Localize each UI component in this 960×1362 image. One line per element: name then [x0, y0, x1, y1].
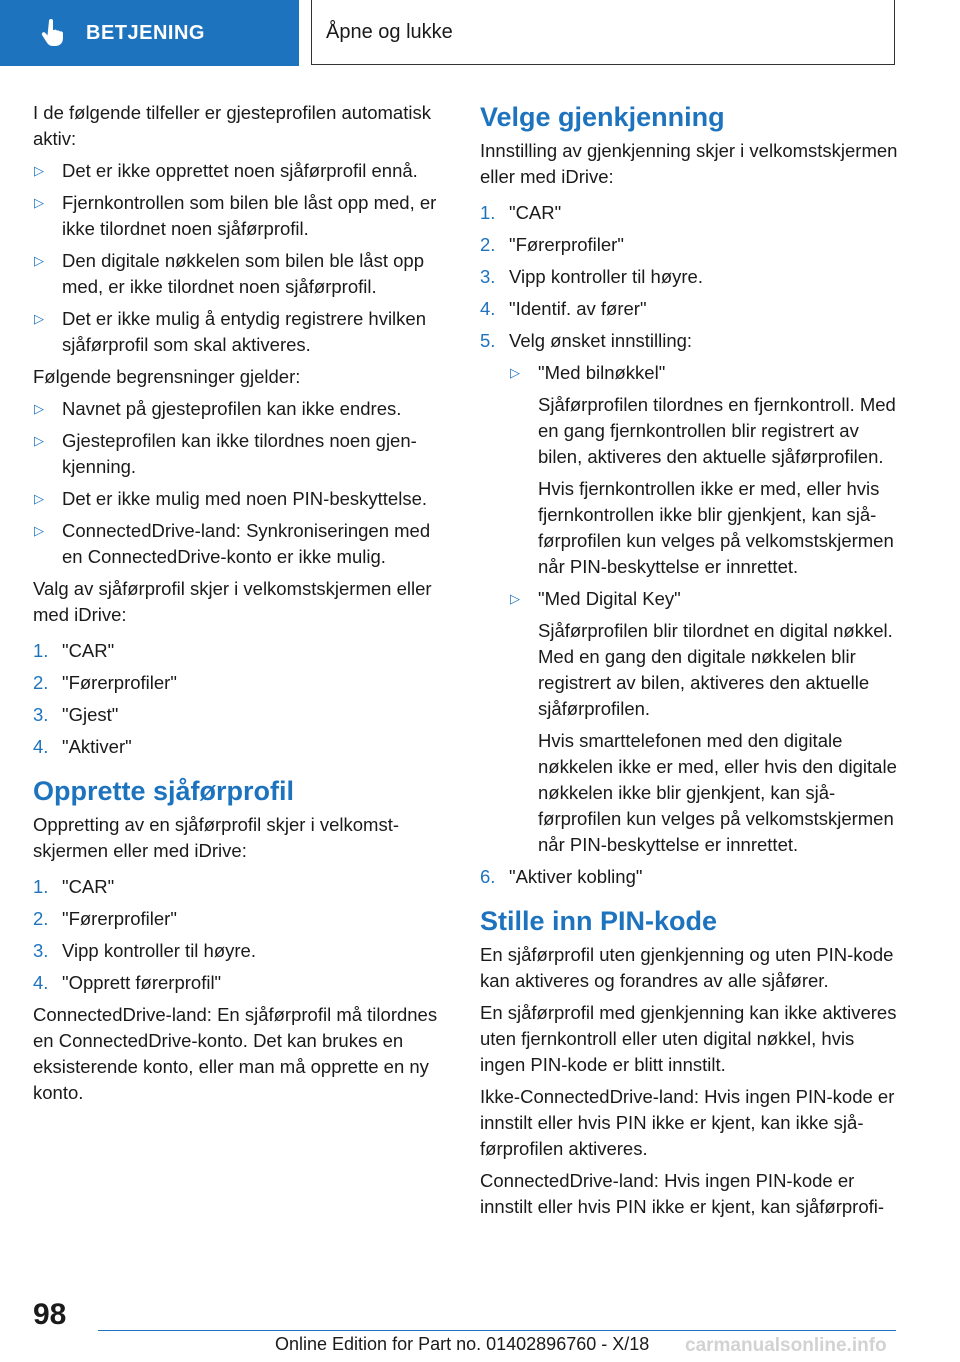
- list-item: ▷ Det er ikke mulig med noen PIN-beskyttelse.: [33, 486, 451, 512]
- triangle-bullet-icon: ▷: [34, 195, 44, 210]
- step-item: 3. Vipp kontroller til høyre.: [33, 940, 256, 961]
- page-number: 98: [33, 1298, 67, 1331]
- step-item: 2. "Førerprofiler": [33, 908, 177, 929]
- section-label: BETJENING: [86, 21, 205, 44]
- list-item: ▷ Fjernkontrollen som bilen ble låst opp med, er ikke tilordnet noen sjåførprofil.: [34, 192, 437, 239]
- left-column: [33, 100, 451, 1112]
- option-car-key-text: Hvis fjernkontrollen ikke er med, eller hvis fjernkontrollen ikke blir gjenkjent, kan sjåførprofilen kun velges på velkomstskjermen når PIN-beskyttelse er innrettet.: [538, 478, 894, 577]
- pin-paragraph: En sjåførprofil med gjenkjenning kan ikke aktiveres uten fjernkontroll eller uten digital nøkkel, hvis ingen PIN-kode er blitt innstilt.: [480, 1002, 897, 1075]
- list-item: ▷ Gjesteprofilen kan ikke tilordnes noen gjenkjenning.: [34, 430, 417, 477]
- triangle-bullet-icon: ▷: [34, 253, 44, 268]
- pin-heading: Stille inn PIN-kode: [480, 906, 718, 936]
- step-item: 6. "Aktiver kobling": [480, 866, 643, 887]
- step-item: 1. "CAR": [480, 202, 562, 223]
- list-item: ▷ Det er ikke opprettet noen sjåførprofil ennå.: [33, 158, 451, 184]
- option-digital-key-text: Sjåførprofilen blir tilordnet en digital nøkkel. Med en gang den digitale nøkkelen blir registrert av bilen, aktiveres den aktuelle sjåførprofilen.: [538, 620, 893, 719]
- footer-divider: [98, 1330, 896, 1331]
- option-digital-key-text: Hvis smarttelefonen med den digitale nøkkelen ikke er med, eller hvis den digitale nøkkelen ikke blir gjenkjent, kan sjåførprofilen kun velges på velkomstskjermen når PIN-beskyttelse er innrettet.: [538, 730, 897, 855]
- triangle-bullet-icon: ▷: [510, 591, 520, 606]
- recognition-heading: Velge gjenkjenning: [480, 102, 725, 132]
- option-car-key: ▷ "Med bilnøkkel": [509, 360, 898, 386]
- triangle-bullet-icon: ▷: [34, 433, 44, 448]
- step-item: 4. "Aktiver": [33, 736, 132, 757]
- step-item: 5. Velg ønsket innstilling:: [480, 330, 693, 351]
- triangle-bullet-icon: ▷: [34, 311, 44, 326]
- step-item: 2. "Førerprofiler": [33, 672, 177, 693]
- step-item: 1. "CAR": [33, 876, 115, 897]
- pin-paragraph: ConnectedDrive-land: Hvis ingen PIN-kode er innstilt eller hvis PIN ikke er kjent, kan sjåførprofi-: [480, 1170, 885, 1217]
- option-digital-key: ▷ "Med Digital Key": [509, 586, 898, 612]
- page-header: [0, 0, 960, 66]
- restrictions-intro: Følgende begrensninger gjelder:: [33, 366, 301, 387]
- step-item: 3. Vipp kontroller til høyre.: [480, 266, 703, 287]
- recognition-intro: Innstilling av gjenkjenning skjer i velkomstskjermen eller med iDrive:: [480, 140, 898, 187]
- list-item: ▷ Det er ikke mulig å entydig registrere hvilken sjåførprofil som skal aktiveres.: [34, 308, 426, 355]
- select-profile-intro: Valg av sjåførprofil skjer i velkomstskjermen eller med iDrive:: [33, 578, 432, 625]
- connecteddrive-note: ConnectedDrive-land: En sjåførprofil må tilordnes en ConnectedDrive-konto. Det kan brukes en eksisterende konto, eller man må opprette en ny konto.: [33, 1004, 438, 1103]
- hand-pointer-icon: [40, 19, 66, 47]
- triangle-bullet-icon: ▷: [34, 163, 44, 178]
- list-item: ▷ Navnet på gjesteprofilen kan ikke endres.: [33, 396, 451, 422]
- create-profile-intro: Oppretting av en sjåførprofil skjer i velkomstskjermen eller med iDrive:: [33, 814, 400, 861]
- step-item: 3. "Gjest": [33, 704, 119, 725]
- watermark: carmanualsonline.info: [685, 1335, 887, 1356]
- pin-paragraph: En sjåførprofil uten gjenkjenning og uten PIN-kode kan aktiveres og forandres av alle sjåfører.: [480, 944, 894, 991]
- option-car-key-text: Sjåførprofilen tilordnes en fjernkontroll. Med en gang fjernkontrollen blir registrert av bilen, aktiveres den aktuelle sjåførprofilen.: [538, 394, 896, 467]
- chapter-title: Åpne og lukke: [326, 20, 453, 43]
- step-item: 4. "Opprett førerprofil": [33, 972, 222, 993]
- triangle-bullet-icon: ▷: [34, 523, 44, 538]
- guest-profile-intro: I de følgende tilfeller er gjesteprofilen automatisk aktiv:: [33, 102, 431, 149]
- section-tab: [0, 0, 299, 66]
- chapter-box: [311, 0, 895, 65]
- step-item: 2. "Førerprofiler": [480, 234, 624, 255]
- list-item: ▷ ConnectedDrive-land: Synkroniseringen med en ConnectedDrive-konto er ikke mulig.: [34, 520, 431, 567]
- step-item: 4. "Identif. av fører": [480, 298, 647, 319]
- pin-paragraph: Ikke-ConnectedDrive-land: Hvis ingen PIN-kode er innstilt eller hvis PIN ikke er kjent, kan ikke sjåførprofilen aktiveres.: [480, 1086, 895, 1159]
- edition-text: Online Edition for Part no. 01402896760 - X/18: [275, 1334, 650, 1354]
- create-profile-heading: Opprette sjåførprofil: [33, 776, 295, 806]
- step-item: 1. "CAR": [33, 640, 115, 661]
- triangle-bullet-icon: ▷: [34, 491, 44, 506]
- triangle-bullet-icon: ▷: [34, 401, 44, 416]
- right-column: [480, 100, 898, 1226]
- triangle-bullet-icon: ▷: [510, 365, 520, 380]
- list-item: ▷ Den digitale nøkkelen som bilen ble låst opp med, er ikke tilordnet noen sjåførprofil.: [34, 250, 424, 297]
